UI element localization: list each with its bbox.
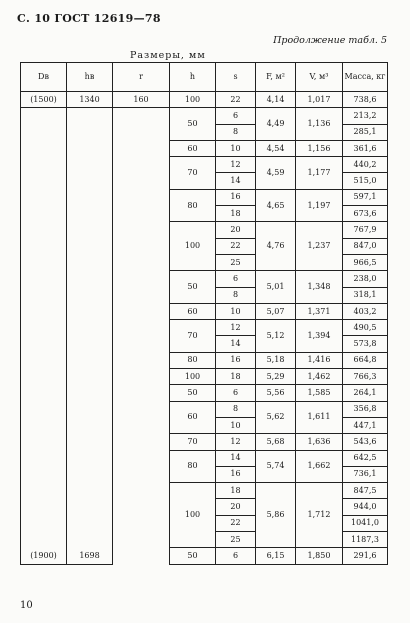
v-cell: 1,850 <box>296 548 343 564</box>
mass-cell: 447,1 <box>343 417 388 433</box>
h-cell: 80 <box>170 352 216 368</box>
s-cell: 25 <box>216 254 256 270</box>
mass-cell: 664,8 <box>343 352 388 368</box>
s-cell: 6 <box>216 108 256 124</box>
mass-cell: 944,0 <box>343 499 388 515</box>
r-cell <box>113 108 170 564</box>
mass-cell: 642,5 <box>343 450 388 466</box>
h-cell: 50 <box>170 108 216 141</box>
mass-cell: 361,6 <box>343 140 388 156</box>
s-cell: 16 <box>216 189 256 205</box>
mass-cell: 543,6 <box>343 434 388 450</box>
s-cell: 20 <box>216 222 256 238</box>
mass-cell: 736,1 <box>343 466 388 482</box>
h-cell: 100 <box>170 92 216 108</box>
s-cell: 12 <box>216 157 256 173</box>
f-cell: 5,56 <box>256 385 296 401</box>
s-cell: 18 <box>216 369 256 385</box>
s-cell: 18 <box>216 483 256 499</box>
v-cell: 1,017 <box>296 92 343 108</box>
d-cell <box>21 271 67 385</box>
s-cell: 8 <box>216 401 256 417</box>
mass-cell: 597,1 <box>343 189 388 205</box>
r-cell: 160 <box>113 92 170 108</box>
page-header-title: С. 10 ГОСТ 12619—78 <box>17 12 161 25</box>
column-header-f: F, м² <box>256 63 296 92</box>
dimensions-table <box>20 62 388 565</box>
v-cell: 1,611 <box>296 401 343 434</box>
column-header-v: V, м³ <box>296 63 343 92</box>
hv-cell: 1340 <box>67 92 113 108</box>
column-header-d: Dв <box>21 63 67 92</box>
f-cell: 4,49 <box>256 108 296 141</box>
mass-cell: 440,2 <box>343 157 388 173</box>
f-cell: 6,15 <box>256 548 296 564</box>
table-body <box>21 92 388 565</box>
mass-cell: 318,1 <box>343 287 388 303</box>
table-continuation-label: Продолжение табл. 5 <box>273 35 387 46</box>
s-cell: 22 <box>216 515 256 531</box>
hv-cell <box>67 108 113 271</box>
v-cell: 1,636 <box>296 434 343 450</box>
table-row <box>21 108 388 124</box>
column-header-s: s <box>216 63 256 92</box>
h-cell: 60 <box>170 303 216 319</box>
s-cell: 6 <box>216 271 256 287</box>
v-cell: 1,416 <box>296 352 343 368</box>
mass-cell: 285,1 <box>343 124 388 140</box>
s-cell: 16 <box>216 352 256 368</box>
v-cell: 1,371 <box>296 303 343 319</box>
s-cell: 14 <box>216 450 256 466</box>
h-cell: 50 <box>170 385 216 401</box>
mass-cell: 490,5 <box>343 320 388 336</box>
h-cell: 50 <box>170 271 216 304</box>
d-cell: (1500) <box>21 92 67 108</box>
mass-cell: 403,2 <box>343 303 388 319</box>
mass-cell: 1187,3 <box>343 532 388 548</box>
table-caption: Размеры, мм <box>130 50 206 61</box>
s-cell: 22 <box>216 92 256 108</box>
h-cell: 70 <box>170 157 216 190</box>
v-cell: 1,136 <box>296 108 343 141</box>
h-cell: 60 <box>170 401 216 434</box>
mass-cell: 213,2 <box>343 108 388 124</box>
s-cell: 8 <box>216 287 256 303</box>
s-cell: 25 <box>216 532 256 548</box>
s-cell: 12 <box>216 434 256 450</box>
mass-cell: 847,0 <box>343 238 388 254</box>
mass-cell: 1041,0 <box>343 515 388 531</box>
column-header-hv: hв <box>67 63 113 92</box>
f-cell: 5,68 <box>256 434 296 450</box>
mass-cell: 766,3 <box>343 369 388 385</box>
s-cell: 14 <box>216 173 256 189</box>
d-cell <box>21 385 67 548</box>
d-cell <box>21 108 67 271</box>
mass-cell: 847,5 <box>343 483 388 499</box>
table-row <box>21 385 388 401</box>
v-cell: 1,177 <box>296 157 343 190</box>
v-cell: 1,156 <box>296 140 343 156</box>
f-cell: 5,18 <box>256 352 296 368</box>
s-cell: 22 <box>216 238 256 254</box>
mass-cell: 767,9 <box>343 222 388 238</box>
f-cell: 4,54 <box>256 140 296 156</box>
f-cell: 5,29 <box>256 369 296 385</box>
s-cell: 10 <box>216 417 256 433</box>
f-cell: 5,07 <box>256 303 296 319</box>
f-cell: 5,01 <box>256 271 296 304</box>
h-cell: 80 <box>170 450 216 483</box>
h-cell: 80 <box>170 189 216 222</box>
s-cell: 8 <box>216 124 256 140</box>
s-cell: 10 <box>216 140 256 156</box>
s-cell: 6 <box>216 548 256 564</box>
column-header-h: h <box>170 63 216 92</box>
s-cell: 14 <box>216 336 256 352</box>
hv-cell: 1698 <box>67 548 113 564</box>
hv-cell <box>67 271 113 385</box>
mass-cell: 515,0 <box>343 173 388 189</box>
hv-cell <box>67 385 113 548</box>
f-cell: 5,74 <box>256 450 296 483</box>
f-cell: 5,86 <box>256 483 296 548</box>
h-cell: 50 <box>170 548 216 564</box>
mass-cell: 738,6 <box>343 92 388 108</box>
mass-cell: 238,0 <box>343 271 388 287</box>
h-cell: 100 <box>170 222 216 271</box>
v-cell: 1,662 <box>296 450 343 483</box>
s-cell: 6 <box>216 385 256 401</box>
column-header-mass: Масса, кг <box>343 63 388 92</box>
table-header-row <box>21 63 388 92</box>
mass-cell: 291,6 <box>343 548 388 564</box>
h-cell: 70 <box>170 434 216 450</box>
column-header-r: r <box>113 63 170 92</box>
mass-cell: 356,8 <box>343 401 388 417</box>
v-cell: 1,348 <box>296 271 343 304</box>
mass-cell: 673,6 <box>343 206 388 222</box>
mass-cell: 573,8 <box>343 336 388 352</box>
v-cell: 1,197 <box>296 189 343 222</box>
table-row <box>21 548 388 564</box>
s-cell: 10 <box>216 303 256 319</box>
v-cell: 1,462 <box>296 369 343 385</box>
table-row <box>21 92 388 108</box>
mass-cell: 264,1 <box>343 385 388 401</box>
f-cell: 5,12 <box>256 320 296 353</box>
f-cell: 4,65 <box>256 189 296 222</box>
s-cell: 18 <box>216 206 256 222</box>
s-cell: 12 <box>216 320 256 336</box>
h-cell: 60 <box>170 140 216 156</box>
table-row <box>21 271 388 287</box>
f-cell: 4,59 <box>256 157 296 190</box>
s-cell: 20 <box>216 499 256 515</box>
v-cell: 1,585 <box>296 385 343 401</box>
mass-cell: 966,5 <box>343 254 388 270</box>
h-cell: 100 <box>170 483 216 548</box>
d-cell: (1900) <box>21 548 67 564</box>
v-cell: 1,394 <box>296 320 343 353</box>
v-cell: 1,712 <box>296 483 343 548</box>
f-cell: 4,76 <box>256 222 296 271</box>
f-cell: 4,14 <box>256 92 296 108</box>
s-cell: 16 <box>216 466 256 482</box>
h-cell: 100 <box>170 369 216 385</box>
page-number: 10 <box>20 600 33 611</box>
v-cell: 1,237 <box>296 222 343 271</box>
f-cell: 5,62 <box>256 401 296 434</box>
h-cell: 70 <box>170 320 216 353</box>
